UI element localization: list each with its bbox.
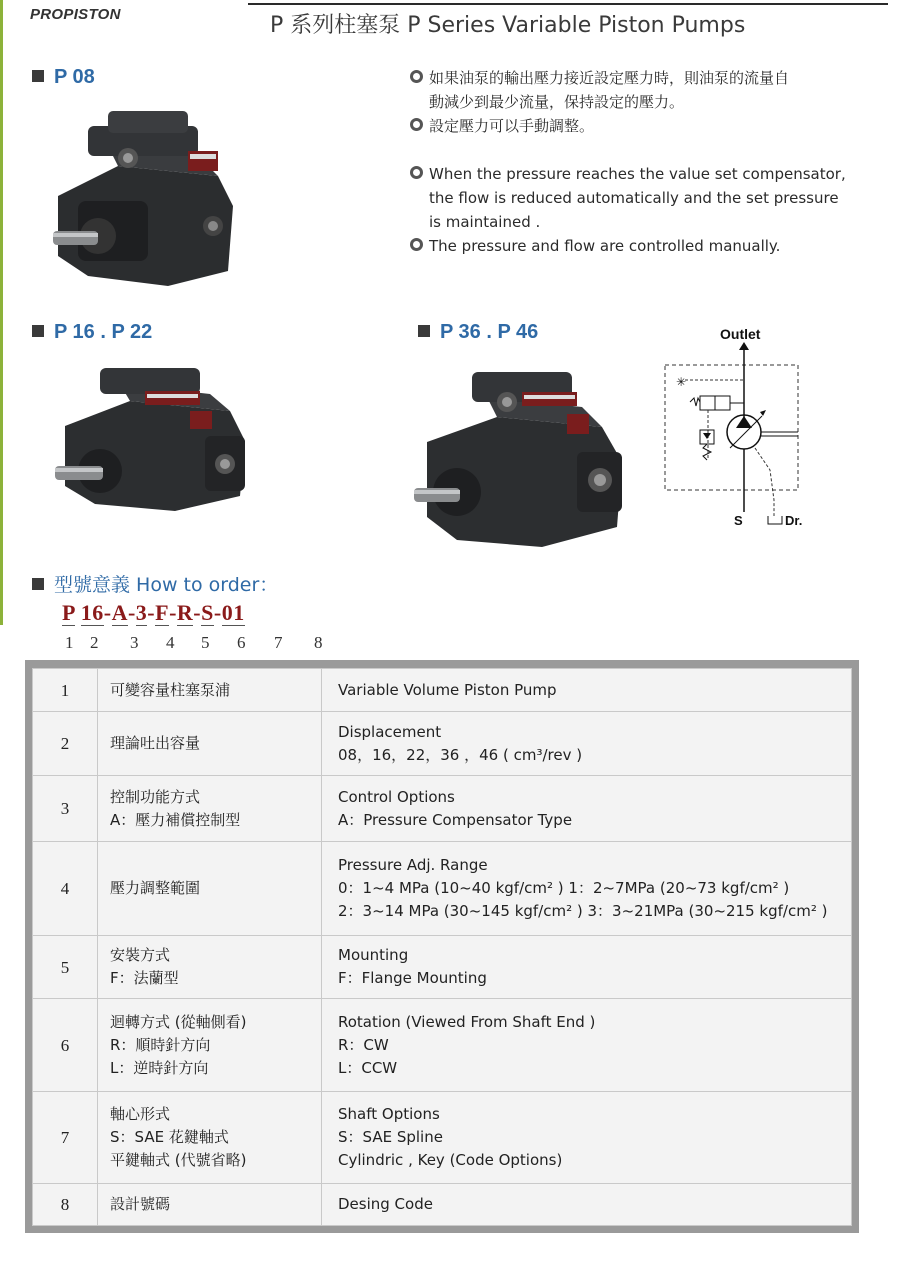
row-zh: 安裝方式 F：法蘭型 bbox=[98, 936, 322, 999]
table-row bbox=[33, 669, 852, 712]
row-en: Pressure Adj. Range 0：1~4 MPa (10~40 kgf/cm² ) 1：2~7MPa (20~73 kgf/cm² ) 2：3~14 MPa (30~145 kgf/cm² ) 3：3~21MPa (30~215 kgf/cm² ) bbox=[322, 842, 852, 936]
row-zh: 設計號碼 bbox=[98, 1184, 322, 1226]
table-row bbox=[33, 1092, 852, 1184]
suction-label: S bbox=[734, 513, 743, 528]
code-part-4: 3 bbox=[135, 600, 148, 625]
table-row bbox=[33, 999, 852, 1092]
row-en: Displacement 08，16，22，36 ，46 ( cm³/rev ) bbox=[322, 712, 852, 776]
order-table bbox=[32, 668, 852, 1226]
square-bullet-icon bbox=[418, 325, 430, 337]
position-2: 2 bbox=[90, 633, 99, 652]
row-number: 6 bbox=[33, 999, 98, 1092]
table-row bbox=[33, 776, 852, 842]
svg-text:✳: ✳ bbox=[676, 375, 687, 389]
row-number: 8 bbox=[33, 1184, 98, 1226]
row-en: Control Options A：Pressure Compensator Type bbox=[322, 776, 852, 842]
feature-zh-2: 設定壓力可以手動調整。 bbox=[410, 114, 594, 138]
circle-bullet-icon bbox=[410, 238, 423, 251]
p36-p46-pump-image bbox=[412, 362, 632, 552]
row-en: Mounting F：Flange Mounting bbox=[322, 936, 852, 999]
row-en: Variable Volume Piston Pump bbox=[322, 669, 852, 712]
drain-label: Dr. bbox=[785, 513, 803, 528]
position-7: 7 bbox=[274, 633, 283, 652]
model-heading-p36-p46: P 36 . P 46 bbox=[418, 321, 538, 344]
order-table-frame bbox=[25, 660, 859, 1233]
left-accent-bar bbox=[0, 0, 3, 625]
row-en: Desing Code bbox=[322, 1184, 852, 1226]
code-part-7: S bbox=[201, 600, 214, 625]
p16-p22-pump-image bbox=[50, 356, 260, 516]
row-number: 2 bbox=[33, 712, 98, 776]
square-bullet-icon bbox=[32, 70, 44, 82]
feature-en-2: The pressure and flow are controlled manually. bbox=[410, 234, 780, 258]
brand-name: PROPISTON bbox=[30, 6, 121, 23]
order-heading: 型號意義 How to order： bbox=[32, 570, 278, 597]
row-zh: 壓力調整範圍 bbox=[98, 842, 322, 936]
code-part-2: 16 bbox=[80, 600, 104, 625]
position-8: 8 bbox=[314, 633, 323, 652]
row-number: 7 bbox=[33, 1092, 98, 1184]
position-3: 3 bbox=[130, 633, 139, 652]
feature-en-1: When the pressure reaches the value set compensator, the flow is reduced automatically and the set pressure is maintained . bbox=[410, 162, 846, 234]
row-zh: 可變容量柱塞泵浦 bbox=[98, 669, 322, 712]
page-title: P 系列柱塞泵 P Series Variable Piston Pumps bbox=[270, 13, 746, 38]
row-number: 1 bbox=[33, 669, 98, 712]
header-rule bbox=[248, 3, 888, 5]
position-1: 1 bbox=[65, 633, 74, 652]
outlet-label: Outlet bbox=[720, 326, 761, 342]
code-part-3: A bbox=[111, 600, 128, 625]
p08-pump-image bbox=[48, 96, 248, 296]
row-zh: 理論吐出容量 bbox=[98, 712, 322, 776]
circle-bullet-icon bbox=[410, 70, 423, 83]
row-zh: 軸心形式 S：SAE 花鍵軸式 平鍵軸式 (代號省略) bbox=[98, 1092, 322, 1184]
model-heading-p08: P 08 bbox=[32, 66, 95, 89]
table-row bbox=[33, 1184, 852, 1226]
circle-bullet-icon bbox=[410, 118, 423, 131]
code-part-8: 01 bbox=[221, 600, 245, 625]
model-heading-p16-p22: P 16 . P 22 bbox=[32, 321, 152, 344]
code-part-1: P bbox=[62, 600, 75, 625]
table-row bbox=[33, 712, 852, 776]
row-en: Shaft Options S：SAE Spline Cylindric , Key (Code Options) bbox=[322, 1092, 852, 1184]
position-6: 6 bbox=[237, 633, 246, 652]
row-en: Rotation (Viewed From Shaft End ) R：CW L：CCW bbox=[322, 999, 852, 1092]
order-code: P 16-A-3-F-R-S-01 bbox=[62, 600, 245, 625]
row-number: 4 bbox=[33, 842, 98, 936]
hydraulic-circuit-diagram bbox=[660, 320, 810, 530]
position-5: 5 bbox=[201, 633, 210, 652]
code-part-5: F bbox=[155, 600, 170, 625]
circle-bullet-icon bbox=[410, 166, 423, 179]
code-part-6: R bbox=[176, 600, 194, 625]
square-bullet-icon bbox=[32, 325, 44, 337]
row-zh: 控制功能方式 A：壓力補償控制型 bbox=[98, 776, 322, 842]
position-4: 4 bbox=[166, 633, 175, 652]
row-number: 3 bbox=[33, 776, 98, 842]
square-bullet-icon bbox=[32, 578, 44, 590]
table-row bbox=[33, 842, 852, 936]
table-row bbox=[33, 936, 852, 999]
row-number: 5 bbox=[33, 936, 98, 999]
row-zh: 迴轉方式 (從軸側看) R：順時針方向 L：逆時針方向 bbox=[98, 999, 322, 1092]
feature-zh-1: 如果油泵的輸出壓力接近設定壓力時，則油泵的流量自 動減少到最少流量，保持設定的壓力。 bbox=[410, 66, 789, 114]
